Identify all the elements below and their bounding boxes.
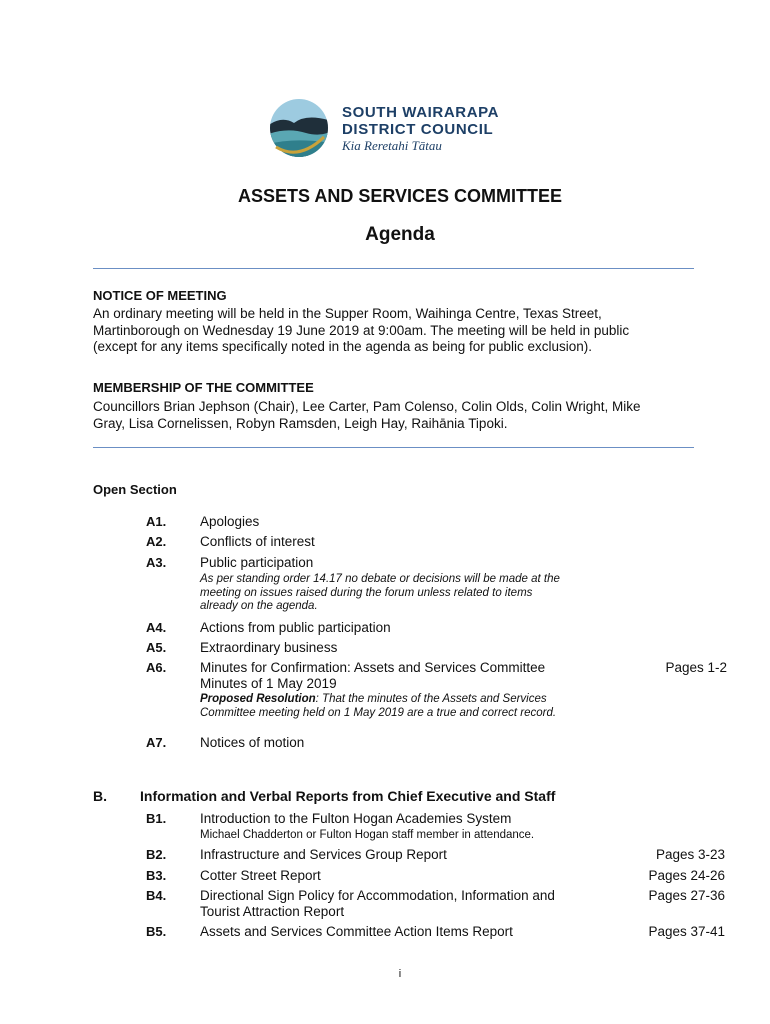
agenda-item: Apologies xyxy=(200,514,260,529)
agenda-item: Cotter Street Report xyxy=(200,868,321,883)
agenda-item: Assets and Services Committee Action Items Report xyxy=(200,924,513,939)
open-section-heading: Open Section xyxy=(93,482,177,497)
item-number: A1. xyxy=(146,514,167,529)
membership-heading: MEMBERSHIP OF THE COMMITTEE xyxy=(93,380,314,395)
logo-name-line2: DISTRICT COUNCIL xyxy=(342,121,494,138)
membership-line: Gray, Lisa Cornelissen, Robyn Ramsden, Leigh Hay, Raihānia Tipoki. xyxy=(93,415,508,431)
divider xyxy=(93,268,694,269)
agenda-item: Infrastructure and Services Group Report xyxy=(200,847,447,862)
agenda-item-line: Minutes of 1 May 2019 xyxy=(200,676,337,691)
page-reference: Pages 3-23 xyxy=(655,847,725,862)
agenda-item xyxy=(200,660,545,692)
council-logo xyxy=(266,97,516,159)
agenda-item xyxy=(200,888,555,920)
divider xyxy=(93,447,694,448)
item-number: A2. xyxy=(146,534,167,549)
agenda-item: Extraordinary business xyxy=(200,640,338,655)
proposed-resolution xyxy=(200,693,556,720)
notice-line: Martinborough on Wednesday 19 June 2019 at 9:00am. The meeting will be held in public xyxy=(93,322,630,338)
agenda-item: Notices of motion xyxy=(200,735,305,750)
item-note xyxy=(200,573,560,614)
item-subtext: Michael Chadderton or Fulton Hogan staff member in attendance. xyxy=(200,829,535,841)
item-number: A6. xyxy=(146,660,167,675)
council-emblem-icon xyxy=(266,97,332,159)
page-reference: Pages 37-41 xyxy=(648,924,725,939)
item-number: A7. xyxy=(146,735,167,750)
agenda-item: Public participation xyxy=(200,555,314,570)
item-number: A5. xyxy=(146,640,167,655)
document-subtitle: Agenda xyxy=(365,224,435,245)
note-line: As per standing order 14.17 no debate or decisions will be made at the xyxy=(200,573,560,585)
agenda-item-line: Directional Sign Policy for Accommodation, Information and xyxy=(200,888,555,903)
item-number: B2. xyxy=(146,847,167,862)
item-number: A4. xyxy=(146,620,167,635)
resolution-label: Proposed Resolution xyxy=(200,693,316,705)
membership-text xyxy=(93,399,640,432)
item-number: B3. xyxy=(146,868,167,883)
item-number: B4. xyxy=(146,888,167,903)
notice-line: An ordinary meeting will be held in the Supper Room, Waihinga Centre, Texas Street, xyxy=(93,306,602,321)
agenda-item: Conflicts of interest xyxy=(200,534,315,549)
note-line: meeting on issues raised during the forum unless related to items xyxy=(200,586,533,599)
logo-tagline: Kia Reretahi Tātau xyxy=(342,138,442,153)
agenda-item-line: Minutes for Confirmation: Assets and Services Committee xyxy=(200,660,546,675)
item-number: A3. xyxy=(146,555,167,570)
page-reference: Pages 24-26 xyxy=(648,868,725,883)
page-number: i xyxy=(398,968,402,980)
notice-text xyxy=(93,306,629,356)
agenda-item: Introduction to the Fulton Hogan Academies System xyxy=(200,811,512,826)
agenda-item: Actions from public participation xyxy=(200,620,391,635)
section-b-heading: Information and Verbal Reports from Chief Executive and Staff xyxy=(140,788,556,804)
resolution-text: Committee meeting held on 1 May 2019 are a true and correct record. xyxy=(200,706,557,719)
document-title: ASSETS AND SERVICES COMMITTEE xyxy=(237,186,563,206)
logo-name-line1: SOUTH WAIRARAPA xyxy=(342,104,500,121)
page-reference: Pages 1-2 xyxy=(665,660,727,675)
item-number: B5. xyxy=(146,924,167,939)
note-line: already on the agenda. xyxy=(200,600,318,612)
membership-line: Councillors Brian Jephson (Chair), Lee Carter, Pam Colenso, Colin Olds, Colin Wright, Mike xyxy=(93,399,641,414)
notice-heading: NOTICE OF MEETING xyxy=(93,288,227,303)
section-b-number: B. xyxy=(93,788,107,804)
resolution-text: : That the minutes of the Assets and Services xyxy=(315,693,547,705)
notice-line: (except for any items specifically noted in the agenda as being for public exclusion). xyxy=(93,339,593,354)
item-number: B1. xyxy=(146,811,167,826)
agenda-item-line: Tourist Attraction Report xyxy=(200,904,345,919)
page-reference: Pages 27-36 xyxy=(648,888,725,903)
